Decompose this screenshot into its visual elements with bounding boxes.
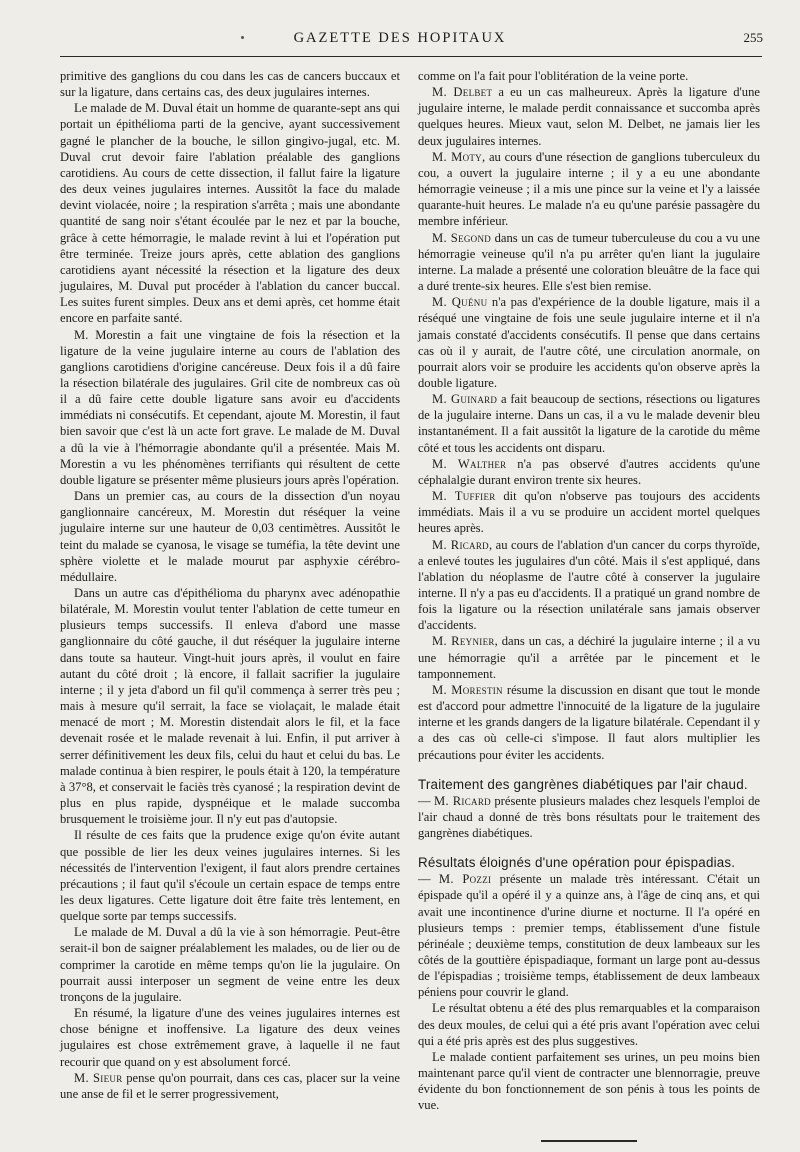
speaker-name: M. Ricard bbox=[432, 537, 489, 552]
paragraph: — M. Ricard présente plusieurs malades chez lesquels l'emploi de l'air chaud a donné de très bons résultats pour le traitement des gangrènes diabétiques. bbox=[418, 793, 760, 841]
journal-title: GAZETTE DES HOPITAUX bbox=[293, 30, 507, 46]
paragraph: Le malade de M. Duval a dû la vie à son hémorragie. Peut-être serait-il bon de saigner préalablement les malades, ou de lier ou de comprimer la carotide en même temps qu'on lie la jugulaire. On pourrait aussi interposer un segment de veine entre les deux tronçons de la jugulaire. bbox=[60, 925, 400, 1004]
paragraph: Dans un autre cas d'épithélioma du pharynx avec adénopathie bilatérale, M. Morestin voulut tenter l'ablation de cette tumeur en plusieurs temps successifs. Il enleva d'abord une masse ganglionnaire du côté gauche, il dut réséquer la jugulaire interne dans toute sa hauteur. Vingt-huit jours après, il voulut en faire autant du côté droit ; là encore, il fallait sacrifier la jugulaire interne ; il y jeta d'abord un fil qu'il commença à serrer très peu ; mais à mesure qu'il serrait, la face se violaçait, le malade était menacé de mort ; M. Morestin distendait alors le fil, et la face devenait rosée et le malade revenait à lui. Enfin, il put arriver à serrer définitivement les deux fils, celui du haut et celui du bas. Le malade continua à bien respirer, le pouls était à 120, la température à 37°8, et conservait le faciès très cyanosé ; la respiration devint de plus en plus rapide, dyspnéique et le malade succomba brusquement le troisième jour. Il n'y eut pas d'autopsie. bbox=[60, 586, 400, 827]
paragraph: primitive des ganglions du cou dans les cas de cancers buccaux et sur la ligature, dans certains cas, des deux jugulaires internes. bbox=[60, 69, 400, 100]
paragraph: — M. Pozzi présente un malade très intéressant. C'était un épispade qu'il a opéré il y a quinze ans, à l'âge de cinq ans, et qui avait une incontinence d'urine diurne et nocturne. Il l'a opéré en plusieurs temps : premier temps, établissement d'une fistule périnéale ; deuxième temps, constitution de deux lambeaux sur les côtés de la gouttière épispadiaque, formant un large pont au-dessus de l'épispadias ; troisième temps, établissement de deux lambeaux péniens pour couvrir le gland. bbox=[418, 872, 761, 1000]
paragraph: comme on l'a fait pour l'oblitération de la veine porte. bbox=[418, 69, 689, 83]
paragraph: Le malade contient parfaitement ses urines, un peu moins bien maintenant parce qu'il vient de contracter une blennorragie, preuve évidente du bon fonctionnement de son pénis à tous les points de vue. bbox=[418, 1049, 760, 1113]
page-header bbox=[0, 0, 800, 56]
right-column bbox=[418, 68, 760, 1142]
paragraph: Dans un premier cas, au cours de la dissection d'un noyau ganglionnaire cancéreux, M. Morestin dut réséquer la veine jugulaire interne sur une hauteur de 0,03 centimètres. Aussitôt le teint du malade se cyanosa, le visage se tuméfia, la tête devint une sphère violette et le malade mourut par asphyxie cérébro-médullaire. bbox=[60, 489, 400, 584]
paragraph: M. Morestin résume la discussion en disant que tout le monde est d'accord pour admettre l'innocuité de la ligature de la jugulaire interne et les grands dangers de la ligature bilatérale. Cependant il y a des cas où celle-ci s'impose. Il faut alors multiplier les précautions pour éviter les accidents. bbox=[418, 682, 760, 762]
paragraph: M. Morestin a fait une vingtaine de fois la résection et la ligature de la veine jugulaire interne au cours de l'ablation des ganglions carotidiens d'origine cancéreuse. Deux fois il a dû faire la résection bilatérale des jugulaires. Gril cite de nombreux cas où il a dû faire cette double ligature sans avoir eu d'accidents immédiats ni consécutifs. Et cependant, ajoute M. Morestin, il faut bien savoir que c'est là un acte fort grave. Le malade de M. Duval a dû la vie à l'hémorragie abondante qu'il a présentée. Mais M. Morestin a vu les phénomènes terrifiants qui résultent de cette double ligature se présenter même plusieurs jours après l'opération. bbox=[60, 327, 401, 487]
speaker-name: M. Delbet bbox=[432, 85, 493, 100]
left-column bbox=[60, 68, 400, 1102]
paragraph: M. Guinard a fait beaucoup de sections, résections ou ligatures de la jugulaire interne. Dans un cas, il a vu le malade devenir bleu instantanément. Il a fait aussitôt la ligature de la carotide du même côté et tous les accidents ont disparu. bbox=[418, 392, 760, 455]
speaker-name: M. Morestin bbox=[432, 682, 503, 697]
speaker-name: M. Ricard bbox=[434, 793, 491, 808]
section-heading: Traitement des gangrènes diabétiques par l'air chaud. bbox=[418, 776, 748, 792]
paragraph: Le malade de M. Duval était un homme de quarante-sept ans qui portait un épithélioma parti de la gencive, ayant successivement gagné le plancher de la bouche, le sillon gingivo-jugal, etc. M. Duval crut devoir faire l'ablation préalable des ganglions carotidiens. Au cours de cette dissection, il fallut faire la ligature des deux veines jugulaires internes. Aussitôt la face du malade devint violacée, noire ; la respiration s'arrêta ; mais une abondante quantité de sang noir s'étant écoulée par le nez et par la bouche, grâce à cette hémorragie, le malade revint à lui et l'opération put être terminée. Treize jours après, cette ablation des ganglions carotidiens ayant nécessité la résection et la ligature des deux jugulaires, M. Duval put procéder à l'ablation du cancer buccal. Les suites furent simples. Deux ans et demi après, cet homme était encore en parfaite santé. bbox=[60, 101, 400, 326]
speaker-name: M. Tuffier bbox=[432, 489, 496, 504]
paragraph: M. Tuffier dit qu'on n'observe pas toujours des accidents immédiats. Mais il a vu se produire un accident mortel quelques heures après. bbox=[418, 489, 761, 536]
speaker-name: M. Segond bbox=[432, 230, 492, 245]
paragraph: M. Reynier, dans un cas, a déchiré la jugulaire interne ; il a vu une hémorragie qu'il a arrêtée par le pincement et le tamponnement. bbox=[418, 634, 760, 681]
paragraph: M. Ricard, au cours de l'ablation d'un cancer du corps thyroïde, a enlevé toutes les jugulaires d'un côté. Mais il s'est appliqué, dans l'ablation du néoplasme de l'autre côté à conserver la jugulaire interne. Il n'y a pas eu d'accidents. Il a pratiqué un grand nombre de fois la ligature ou la résection unilatérale sans jamais observer d'accidents. bbox=[418, 537, 760, 633]
end-rule bbox=[541, 1140, 637, 1142]
paragraph: M. Delbet a eu un cas malheureux. Après la ligature d'une jugulaire interne, le malade perdit connaissance et succomba après quelques heures. Mieux vaut, selon M. Delbet, ne jamais lier les deux jugulaires internes. bbox=[418, 85, 760, 148]
paragraph: En résumé, la ligature d'une des veines jugulaires internes est chose bénigne et inoffensive. La ligature des deux veines jugulaires est chose extrêmement grave, à laquelle il ne faut recourir que quand on y est absolument forcé. bbox=[60, 1006, 400, 1069]
speaker-name: M. Quénu bbox=[432, 295, 488, 310]
paragraph: Il résulte de ces faits que la prudence exige qu'on évite autant que possible de lier les deux veines jugulaires internes. Si les nécessités de l'intervention l'exigent, il faut alors prendre certaines précautions ; il faut qu'il s'écoule un certain espace de temps entre les deux ligatures. Cette ligature doit être faite très lentement, en quelque sorte par temps successifs. bbox=[60, 828, 400, 924]
speaker-name: M. Walther bbox=[432, 456, 507, 471]
page-number: 255 bbox=[743, 30, 763, 45]
speaker-name: M. Sieur bbox=[74, 1070, 123, 1085]
speaker-name: M. Pozzi bbox=[438, 872, 492, 887]
speaker-name: M. Moty bbox=[432, 149, 482, 164]
paragraph: M. Moty, au cours d'une résection de ganglions tuberculeux du cou, a ouvert la jugulaire interne ; il y a eu une abondante hémorragie veineuse ; il a mis une pince sur la veine et l'y a laissée quarante-huit heures. Le malade n'a eu qu'une parésie passagère du membre inférieur. bbox=[418, 149, 760, 229]
section-heading: Résultats éloignés d'une opération pour épispadias. bbox=[418, 855, 736, 871]
paragraph: M. Quénu n'a pas d'expérience de la double ligature, mais il a réséqué une vingtaine de fois une seule jugulaire interne et il n'a jamais constaté d'accidents consécutifs. Il pense que dans certains cas où il y aurait, de l'autre côté, une circulation anormale, on pourrait alors voir se produire les accidents qu'on observe après la double ligature. bbox=[418, 295, 760, 390]
paragraph: Le résultat obtenu a été des plus remarquables et la comparaison des deux moules, de celui qui a été pris avant l'opération avec celui qui a été pris après est des plus suggestives. bbox=[418, 1001, 760, 1048]
paragraph: M. Sieur pense qu'on pourrait, dans ces cas, placer sur la veine une anse de fil et le serrer progressivement, bbox=[60, 1070, 400, 1101]
paragraph: M. Walther n'a pas observé d'autres accidents qu'une céphalalgie durant environ trente six heures. bbox=[418, 456, 760, 487]
speaker-name: M. Reynier bbox=[432, 634, 495, 649]
paragraph: M. Segond dans un cas de tumeur tuberculeuse du cou a vu une hémorragie veineuse qu'il n'a pu arrêter qu'en liant la jugulaire interne. La malade a présenté une coloration bleuâtre de la face qui a duré trente-six heures. Elle s'est bien remise. bbox=[418, 230, 760, 294]
speaker-name: M. Guinard bbox=[432, 392, 498, 407]
speaker-name: M. Morestin bbox=[74, 327, 141, 342]
header-rule bbox=[60, 56, 762, 57]
